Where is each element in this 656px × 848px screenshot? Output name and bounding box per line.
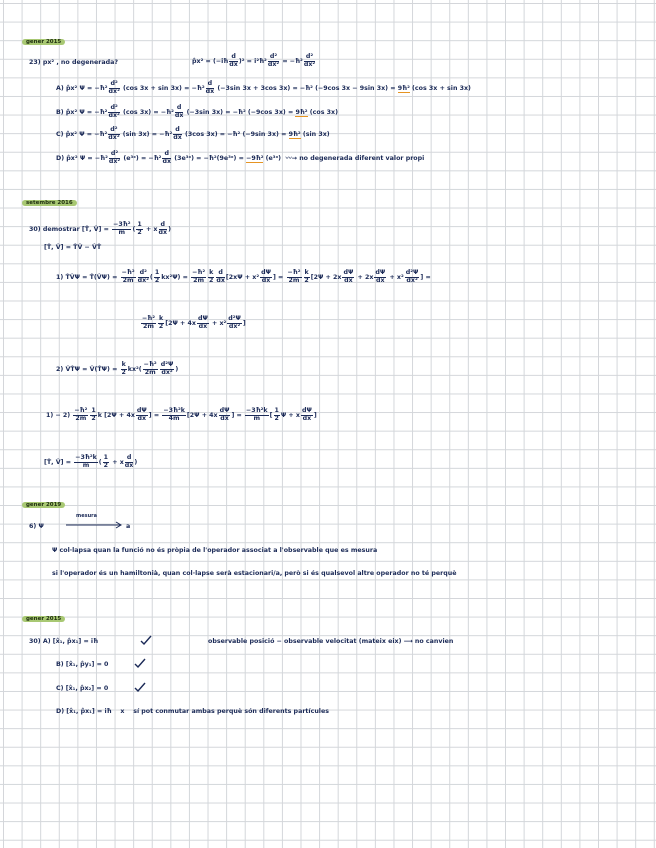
eq-c: C) p̂x² Ψ = −ħ² $\frac{\text{d²}}{\text{dx²}}$ (sin 3x) = −ħ² $\frac{d}{dx}$ (3cos 3x) = −ħ² (−9sin 3x) = 9ħ² (sin 3x) — [56, 126, 330, 141]
question-30-commutator: 30) demostrar [T̂, V̂] = $\frac{\text{−3ħ²}}{m}$ ( $\frac{1}{2}$ + x $\frac{d}{dx}$ ) — [29, 221, 171, 236]
eq-d: D) p̂x² Ψ = −ħ² $\frac{\text{d²}}{\text{dx²}}$ (e³ˣ) = −ħ² $\frac{d}{dx}$ (3e³ˣ) = −ħ²(9e³ˣ) = −9ħ² (e³ˣ) 〰→ no degenerada diferent valor propi — [56, 150, 425, 165]
eq-a: A) p̂x² Ψ = −ħ² $\frac{\text{d²}}{\text{dx²}}$ (cos 3x + sin 3x) = −ħ² $\frac{d}{dx}$ (−3sin 3x + 3cos 3x) = −ħ² (−9cos 3x − 9sin 3x) = 9ħ² (cos 3x + sin 3x) — [56, 80, 471, 95]
commutator-c: C) [x̂₁, p̂x₂] = 0 — [56, 685, 109, 692]
commutator-definition: [T̂, V̂] = T̂V̂ − V̂T̂ — [44, 244, 102, 251]
commutator-result: [T̂, V̂] = $\frac{\text{−3ħ²k}}{m}$ ( $\frac{1}{2}$ + x $\frac{d}{dx}$ ) — [44, 454, 138, 469]
section-tag-gener-2015-b: gener 2015 — [22, 614, 65, 623]
check-icon — [134, 658, 146, 668]
section-tag-setembre-2016: setembre 2016 — [22, 198, 77, 207]
check-icon — [140, 635, 152, 645]
commutator-a: 30) A) [x̂₁, p̂x₁] = iħ — [29, 638, 99, 645]
question-6: 6) Ψ — [29, 523, 44, 530]
collapse-note-1: Ψ col·lapsa quan la funció no és pròpia de l'operador associat a l'observable que es mesura — [52, 547, 378, 554]
question-23: 23) px² , no degenerada? — [29, 59, 119, 66]
step-1-line-b: $\frac{\text{−ħ²}}{2m}$ $\frac{k}{2}$ [2Ψ + 4x $\frac{d\Psi}{dx}$ + x² $\frac{\text{d²Ψ}}{\text{dx²}}$ ] — [142, 315, 246, 330]
arrow-right-icon — [66, 521, 126, 529]
check-icon — [134, 682, 146, 692]
step-1-line-a: 1) T̂V̂Ψ = T̂(V̂Ψ) = $\frac{\text{−ħ²}}{2m}$ $\frac{\text{d²}}{\text{dx²}}$ ( $\frac{1}{2}$ kx²Ψ) = $\frac{\text{−ħ²}}{2m}$ $\frac{k}{2}$ $\frac{d}{dx}$ [2xΨ + x² $\frac{d\Psi}{dx}$ ] = $\frac{\text{−ħ²}}{2m}$ $\frac{k}{2}$ [2Ψ + 2x $\frac{d\Psi}{dx}$ + 2x $\frac{d\Psi}{dx}$ + x² $\frac{\text{d²Ψ}}{\text{dx²}}$ ] = — [56, 269, 431, 284]
operator-definition: p̂x² = (−iħ $\frac{d}{dx}$ )² = i²ħ² $\frac{\text{d²}}{\text{dx²}}$ = −ħ² $\frac{\text{d²}}{\text{dx²}}$ — [192, 53, 316, 68]
eq-b: B) p̂x² Ψ = −ħ² $\frac{\text{d²}}{\text{dx²}}$ (cos 3x) = −ħ² $\frac{d}{dx}$ (−3sin 3x) = −ħ² (−9cos 3x) = 9ħ² (cos 3x) — [56, 104, 338, 119]
section-tag-gener-2019: gener 2019 — [22, 500, 65, 509]
commutator-d: D) [x̂₁, p̂x₁] = iħ x sí pot conmutar ambas perquè són diferents partícules — [56, 708, 329, 715]
commutator-b: B) [x̂₁, p̂y₁] = 0 — [56, 661, 109, 668]
measure-arrow: mesura a — [64, 512, 154, 528]
commutator-a-note: observable posició − observable velocitat (mateix eix) ⟶ no canvien — [208, 638, 454, 645]
step-2: 2) V̂T̂Ψ = V̂(T̂Ψ) = $\frac{k}{2}$ kx²( $\frac{\text{−ħ²}}{2m}$ $\frac{\text{d²Ψ}}{\text{dx²}}$ ) — [56, 361, 179, 376]
section-tag-gener-2015: gener 2015 — [22, 37, 65, 46]
collapse-note-2: si l'operador és un hamiltonià, quan col·lapse serà estacionari/a, però si és qualsevol altre operador no té perquè — [52, 570, 457, 577]
step-1-minus-2: 1) − 2) $\frac{\text{−ħ²}}{2m}$ $\frac{1}{2}$ k [2Ψ + 4x $\frac{d\Psi}{dx}$ ] = $\frac{\text{−3ħ²k}}{4m}$ [2Ψ + 4x $\frac{d\Psi}{dx}$ ] = $\frac{\text{−3ħ²k}}{m}$ [ $\frac{1}{2}$ Ψ + x $\frac{d\Psi}{dx}$ ] — [46, 407, 317, 422]
